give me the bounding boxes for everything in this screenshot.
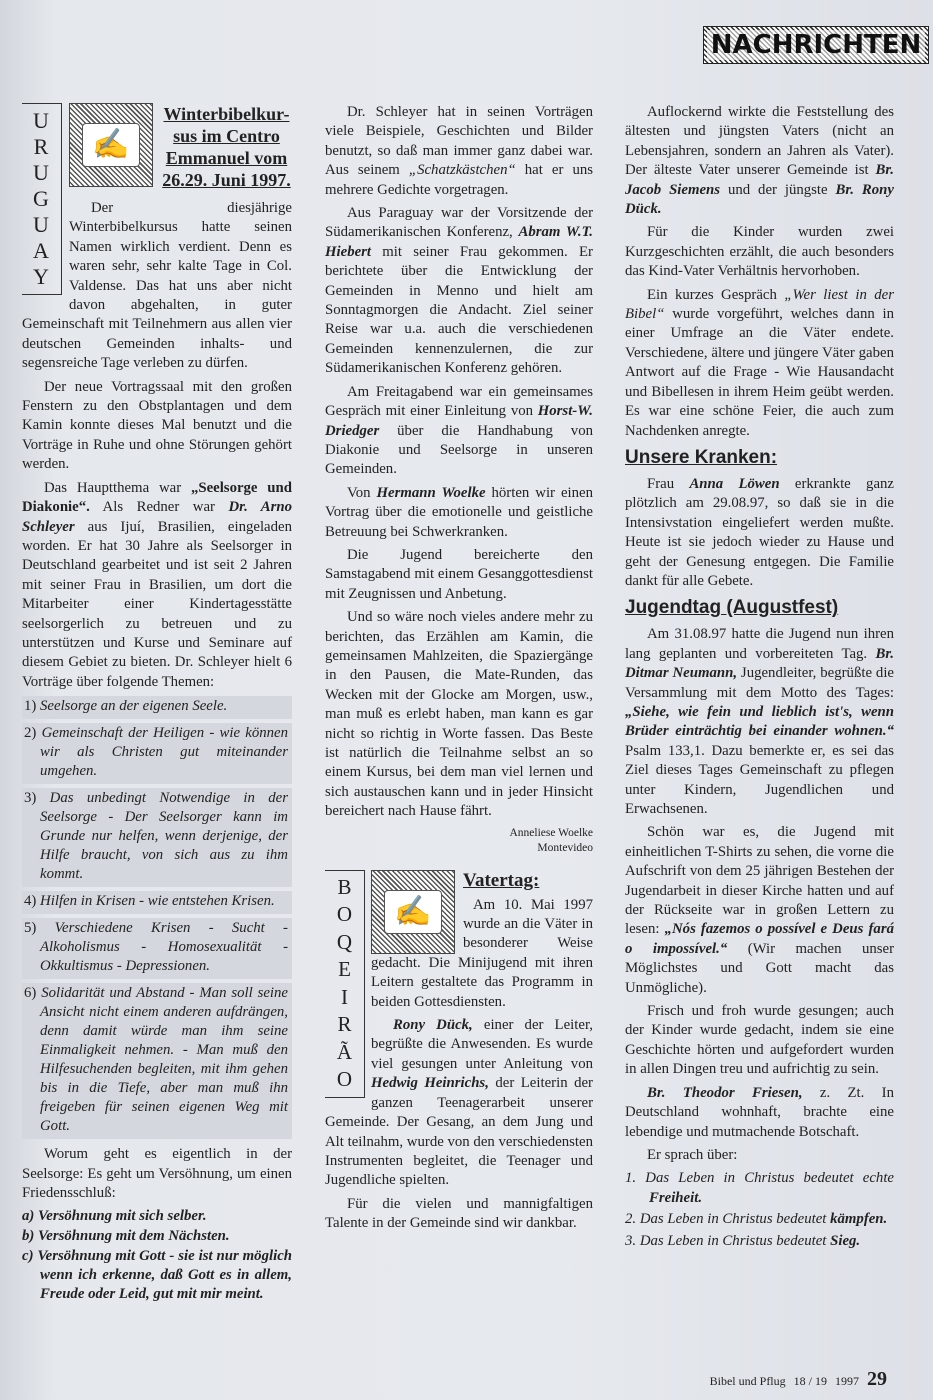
paragraph: Für die Kinder wurden zwei Kurzgeschichten erzählt, die auch besonders das Kind-Vater Verhältnis hervorhoben. <box>625 224 894 280</box>
article-title-vatertag: Vatertag: <box>463 869 540 891</box>
lecture-topics-list <box>22 696 292 1139</box>
text: Als Redner war <box>89 499 229 516</box>
speaker-name: Dr. Arno Schleyer <box>22 499 292 535</box>
list-item: c) Versöhnung mit Gott - sie ist nur möglich wenn ich erkenne, daß Gott es in allem, Freude oder Leid, gut mit mir meint. <box>22 1248 292 1303</box>
column-2 <box>325 103 593 1238</box>
paragraph: Von Hermann Woelke hörten wir einen Vortrag über die emotionelle und geistliche Betreuung bei Schwerkranken. <box>325 484 593 540</box>
country-letter: B <box>337 874 352 899</box>
section-title-kranken: Unsere Kranken: <box>625 446 778 468</box>
paragraph <box>22 479 292 692</box>
list-item: 3. Das Leben in Christus bedeutet Sieg. <box>625 1232 861 1249</box>
country-letter: U <box>33 212 50 237</box>
signature-name: Anneliese Woelke <box>509 826 593 839</box>
country-letter: A <box>33 238 50 263</box>
country-letter: O <box>336 902 353 927</box>
paragraph: Ein kurzes Gespräch „Wer liest in der Bibel“ wurde vorgeführt, welches dann in einer Umfrage an die Väter endete. Verschiedene, ältere und jüngere Väter gaben Antwort auf die Frage - Wie Hausandacht und Bibellesen in ihrem Heim geübt werden. Es war eine schöne Feier, die auch zum Nachdenken anregte. <box>625 286 894 439</box>
person-name: Abram W.T. Hiebert <box>325 224 593 260</box>
country-label-uruguay <box>22 103 62 295</box>
country-letter: R <box>337 1012 352 1037</box>
book-title: „Schatzkästchen“ <box>408 162 516 179</box>
person-name: Horst-W. Driedger <box>325 403 593 439</box>
paragraph: Rony Dück, einer der Leiter, begrüßte die Anwesenden. Es wurde viel gesungen unter Anleitung von Hedwig Heinrichs, der Leiterin der ganzen Teenagerarbeit unserer Gemeinde. Der Gesang, an dem Jung und Alt teilnahm, wurde von den verschiedensten Instrumenten begleitet, die Teenager und Jugendliche spielten. <box>325 1017 593 1189</box>
text: aus Ijuí, Brasilien, eingeladen worden. Er hat 30 Jahre als Seelsorger in Deutschland gearbeitet und ist seit 2 Jahren mit seiner Frau in Brasilien, um dort die Mitarbeiter einer Kindertagesstätte seelsorgerlich zu betreuen und zu unterstützen und Kurse und Seminare auf diesem Gebiet zu bieten. Dr. Schleyer hielt 6 Vorträge über folgende Themen: <box>22 518 292 690</box>
boqueirao-section <box>325 870 593 1234</box>
section-title-jugendtag: Jugendtag (Augustfest) <box>625 597 839 619</box>
country-letter: O <box>336 1067 353 1092</box>
country-letter: I <box>341 984 348 1009</box>
shirt-quote: „Nós fazemos o possível e Deus fará o impossível.“ <box>625 921 894 957</box>
paragraph: Worum geht es eigentlich in der Seelsorge: Es geht um Versöhnung, um einen Friedensschluß: <box>22 1146 292 1201</box>
country-label-boqueirao <box>325 870 365 1098</box>
country-letter: Q <box>336 929 353 954</box>
country-letter: R <box>33 134 50 159</box>
issue-number: 18 / 19 <box>793 1374 827 1388</box>
paragraph: Dr. Schleyer hat in seinen Vorträgen viele Beispiele, Geschichten und Bilder benutzt, so daß man immer ganz dabei war. Aus seinem „Schatzkästchen“ hat er uns mehrere Gedichte vorgetragen. <box>325 104 593 198</box>
paragraph: Auflockernd wirkte die Feststellung des ältesten und jüngsten Vaters (nicht an Lebensjahren, sondern an Jahren als Vater). Der älteste Vater unserer Gemeinde ist Br. Jacob Siemens und der jüngste Br. Rony Dück. <box>625 104 894 218</box>
person-name: Hermann Woelke <box>376 484 486 501</box>
list-item: a) Versöhnung mit sich selber. <box>22 1208 207 1225</box>
list-item: 5) Verschiedene Krisen - Sucht - Alkoholismus - Homosexualität - Okkultismus - Depressionen. <box>22 918 292 979</box>
column-1 <box>22 103 292 1305</box>
paragraph: Frau Anna Löwen erkrankte ganz plötzlich am 29.08.97, so daß sie in die Intensivstation eingeliefert werden mußte. Heute ist sie jedoch wieder zu Hause und geht der Genesung entgegen. Die Familie dankt für alle Gebete. <box>625 475 894 589</box>
person-name: Hedwig Heinrichs, <box>371 1075 489 1092</box>
person-name: Br. Jacob Siemens <box>625 162 894 198</box>
country-letter: Y <box>33 264 50 289</box>
paragraph: Frisch und froh wurde gesungen; auch der Kinder wurde gedacht, indem sie eine Geschichte hörten und aufgefordert wurden in allen Dingen treu und aufrichtig zu sein. <box>625 1003 894 1078</box>
person-name: Br. Rony Dück. <box>625 181 894 218</box>
article-title-winterbibelkursus: Winterbibelkur-sus im Centro Emmanuel vom 26.29. Juni 1997. <box>162 104 291 190</box>
paragraph: Der neue Vortragssaal mit den großen Fenstern zu den Obstplantagen und dem Kamin konnte dieses Mal benutzt und die Vorträge in Ruhe und ohne Störungen gehört werden. <box>22 378 292 473</box>
country-letter: U <box>33 160 50 185</box>
paragraph: Die Jugend bereicherte den Samstagabend mit einem Gesanggottesdienst mit Zeugnissen und Anbetung. <box>325 546 593 602</box>
list-item: 1) Seelsorge an der eigenen Seele. <box>22 696 292 719</box>
list-item: 6) Solidarität und Abstand - Man soll seine Ansicht nicht einem anderen aufdrängen, denn damit würde man ihm seine Einmaligkeit nehmen. - Man muß den Hilfesuchenden begleiten, mit ihm gehen bis in die Tiefe, aber man muß ihn freigeben für seinen eigenen Weg mit Gott. <box>22 983 292 1139</box>
paragraph: Er sprach über: <box>647 1146 738 1163</box>
country-letter: U <box>33 108 50 133</box>
person-name: Br. Theodor Friesen, <box>647 1084 803 1101</box>
paragraph: Am 31.08.97 hatte die Jugend nun ihren lang geplanten und vorbereiteten Tag. Br. Ditmar Neumann, Jugendleiter, begrüßte die Versammlung mit dem Motto des Tages: „Siehe, wie fein und lieblich ist's, wenn Brüder einträchtig bei einander wohnen.“ Psalm 133,1. Dazu bemerkte er, es sei das Ziel dieses Tages Gemeinschaft zu pflegen unter Kindern, Jugendlichen und Erwachsenen. <box>625 626 894 817</box>
text: Das Hauptthema war <box>44 479 191 496</box>
list-item: 4) Hilfen in Krisen - wie entstehen Krisen. <box>22 891 292 914</box>
list-item: 3) Das unbedingt Notwendige in der Seelsorge - Der Seelsorger kann im Grunde nur helfen, wenn derjenige, der Hilfe braucht, von sich aus zu ihm kommt. <box>22 788 292 887</box>
list-item: 2. Das Leben in Christus bedeutet kämpfen. <box>625 1211 888 1228</box>
paragraph: Aus Paraguay war der Vorsitzende der Südamerikanischen Konferenz, Abram W.T. Hiebert mit seiner Frau gekommen. Er berichtete über die Entwicklung der Gemeinden in Menno und hielt am Sonntagmorgen die Andacht. Ziel seiner Reise war u.a. auch die verschiedenen Gemeinden kennenzulernen, die zur Südamerikanischen Konferenz gehören. <box>325 205 593 377</box>
person-name: Rony Dück, <box>393 1017 473 1034</box>
section-banner <box>703 26 929 64</box>
page-footer <box>710 1368 887 1391</box>
writing-hand-icon: ✍ <box>69 103 153 187</box>
list-item: 2) Gemeinschaft der Heiligen - wie können wir als Christen gut miteinander umgehen. <box>22 723 292 784</box>
paragraph: Am Freitagabend war ein gemeinsames Gespräch mit einer Einleitung von Horst-W. Driedger über die Handhabung von Diakonie und Seelsorge in unseren Gemeinden. <box>325 383 593 478</box>
paragraph: Br. Theodor Friesen, z. Zt. In Deutschland wohnhaft, brachte eine lebendige und mutmachende Botschaft. <box>625 1084 894 1140</box>
motto: „Siehe, wie fein und lieblich ist's, wenn Brüder einträchtig bei einander wohnen.“ <box>625 703 894 740</box>
list-item: 1. Das Leben in Christus bedeutet echte Freiheit. <box>625 1170 894 1206</box>
sermon-points-list <box>625 1169 894 1251</box>
country-letter: E <box>338 957 351 982</box>
paragraph: Am 10. Mai 1997 wurde an die Väter in besonderer Weise gedacht. Die Minijugend mit ihren Leitern gestaltete das Programm in beiden Gottesdiensten. <box>371 896 593 1010</box>
magazine-name: Bibel und Pflug <box>709 1374 786 1388</box>
play-title: „Wer liest in der Bibel“ <box>625 286 894 323</box>
paragraph: Schön war es, die Jugend mit einheitlichen T-Shirts zu sehen, die vorne die Aufschrift von dem 25 jährigen Bestehen der Jugendarbeit in dieser Kirche hatten und auf der Rückseite war in großen Lettern zu lesen: „Nós fazemos o possível e Deus fará o impossível.“ (Wir machen unser Möglichstes und Gott macht das Unmögliche). <box>625 824 894 996</box>
signature <box>325 826 593 856</box>
page-number: 29 <box>867 1368 887 1390</box>
paragraph: Der diesjährige Winterbibelkursus hatte seinen Namen wirklich verdient. Denn es waren sehr, sehr kalte Tage in Col. Valdense. Das hat uns aber nicht davon abgehalten, in guter Gemeinschaft mit Teilnehmern aus allen vier deutschen Gemeinden inhalts- und segensreiche Tage verleben zu dürfen. <box>22 200 292 372</box>
column-3 <box>625 103 894 1253</box>
paragraph: Für die vielen und mannigfaltigen Talente in der Gemeinde sind wir dankbar. <box>325 1195 593 1232</box>
reconciliation-list <box>22 1207 292 1304</box>
paragraph: Und so wäre noch vieles andere mehr zu berichten, das Erzählen am Kamin, die gemeinsamen Mahlzeiten, die Spaziergänge in den Pausen, die Mate-Runden, das Wecken mit der Glocke am Morgen, usw., man muß es erlebt haben, man kann es gar nicht so richtig in Worte fassen. Das Beste ist natürlich die Teilnahme selbst an so einem Kursus, bei dem man viel lernen und sich austauschen kann und in jeder Hinsicht bereichert nach Hause fährt. <box>325 609 593 820</box>
issue-year: 1997 <box>835 1374 859 1388</box>
main-theme: „Seelsorge und Diakonie“. <box>22 479 292 516</box>
person-name: Br. Ditmar Neumann, <box>625 645 894 682</box>
list-item: b) Versöhnung mit dem Nächsten. <box>22 1228 230 1245</box>
country-letter: Ã <box>336 1039 353 1064</box>
signature-place: Montevideo <box>537 841 593 854</box>
uruguay-header <box>22 103 292 378</box>
person-name: Anna Löwen <box>689 475 780 492</box>
section-banner-label: NACHRICHTEN <box>707 30 926 60</box>
writing-hand-icon: ✍ <box>371 870 455 954</box>
country-letter: G <box>33 186 50 211</box>
